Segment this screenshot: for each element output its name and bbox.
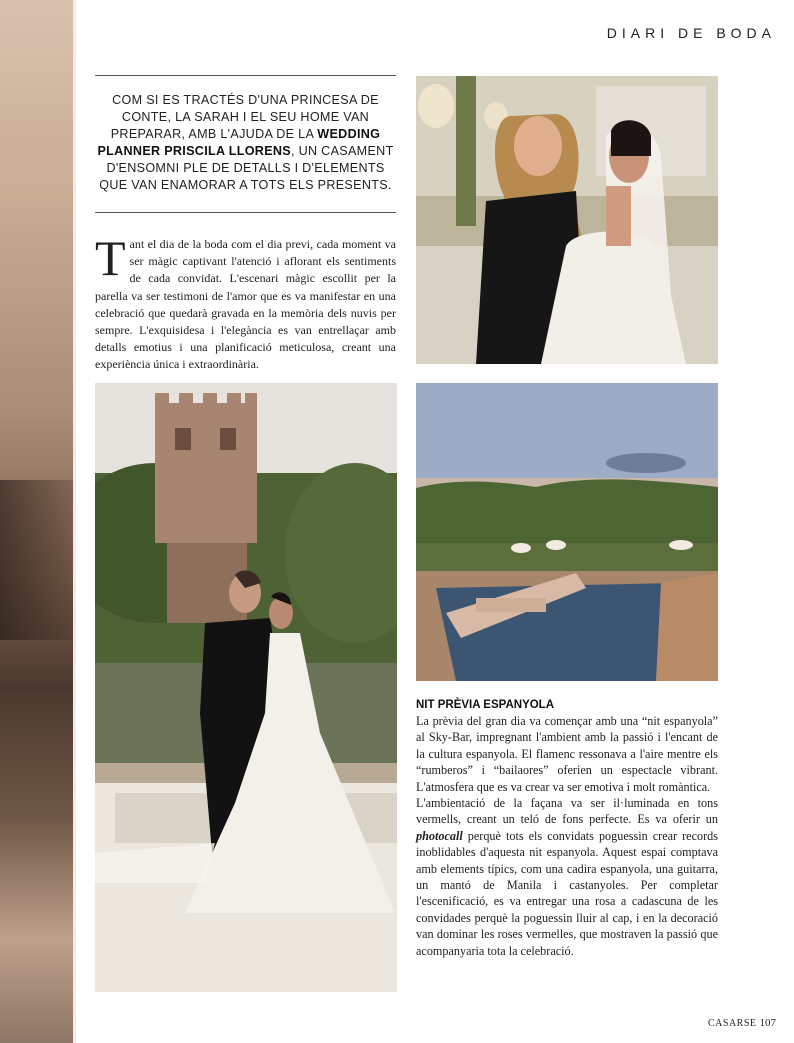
photo-garden-pool bbox=[416, 383, 718, 681]
page-number: 107 bbox=[759, 1017, 776, 1029]
section-paragraph-2-a: L'ambientació de la façana va ser il·luminada en tons vermells, creant un teló de fons perfecte. Es va oferir un bbox=[416, 796, 718, 827]
magazine-logo: CASARSE bbox=[707, 1018, 757, 1029]
intro-text-2: , UN CASAMENT D'ENSOMNI PLE DE DETALLS I D'ELEMENTS QUE VAN ENAMORAR A TOTS ELS PRESENTS. bbox=[99, 144, 394, 192]
section-header: DIARI DE BODA bbox=[606, 25, 776, 41]
article-text: ant el dia de la boda com el dia previ, cada moment va ser màgic captivant l'atenció i aflorant els sentiments de cada convidat. L'escenari màgic escollit per la parella va ser testimoni de l'amor que es va manifestar en una celebració que quedarà gravada en la memòria dels nuvis per sempre. L'exquisidesa i l'elegància es van entrellaçar amb detalls emotius i una planificació meticulosa, creant una experiència única i extraordinària. bbox=[95, 237, 396, 372]
spine-edge bbox=[73, 0, 76, 1043]
section-paragraph-2-b: perquè tots els convidats poguessin crear records inoblidables d'aquesta nit espanyola. Aquest espai comptava amb elements típics, com una cadira espanyola, una guitarra, un mantó de Manila i castanyoles. Per completar l'escenificació, es va entregar una rosa a cadascuna de les convidades perquè la poguessin lluir al cap, i en la decoració van dominar les roses vermelles, que mostraven la passió que acompanyaria tota la celebració. bbox=[416, 828, 718, 958]
photo-couple-tower bbox=[95, 383, 397, 992]
intro-bottom-rule bbox=[95, 212, 396, 213]
photo-planner-bride-art bbox=[416, 76, 718, 364]
intro-text-1: COM SI ES TRACTÉS D'UNA PRINCESA DE CONTE, LA SARAH I EL SEU HOME VAN PREPARAR, AMB L'AJUDA DE LA bbox=[110, 93, 379, 141]
drop-cap: T bbox=[95, 230, 126, 286]
intro-top-rule bbox=[95, 75, 396, 76]
section-paragraph-2 bbox=[416, 795, 718, 959]
intro-planner-name: WEDDING PLANNER PRISCILA LLORENS bbox=[97, 127, 381, 158]
photocall-term: photocall bbox=[416, 828, 463, 843]
section-body bbox=[416, 713, 718, 959]
intro-deck bbox=[95, 92, 396, 194]
article-body bbox=[95, 230, 396, 374]
photo-couple-tower-art bbox=[95, 383, 397, 992]
photo-garden-pool-art bbox=[416, 383, 718, 681]
page-footer bbox=[708, 1017, 776, 1029]
spine-photo bbox=[0, 0, 76, 1043]
section-paragraph-1: La prèvia del gran dia va començar amb una “nit espanyola” al Sky-Bar, impregnant l'ambient amb la passió i l'encant de la cultura espanyola. El flamenc ressonava a l'aire mentre els “rumberos” i “bailaores” oferien un espectacle vibrant. L'atmosfera que es va crear va ser emotiva i molt romàntica. bbox=[416, 714, 718, 794]
spine-shadow bbox=[0, 480, 76, 640]
section-subtitle: NIT PRÈVIA ESPANYOLA bbox=[416, 699, 555, 711]
photo-planner-bride bbox=[416, 76, 718, 364]
